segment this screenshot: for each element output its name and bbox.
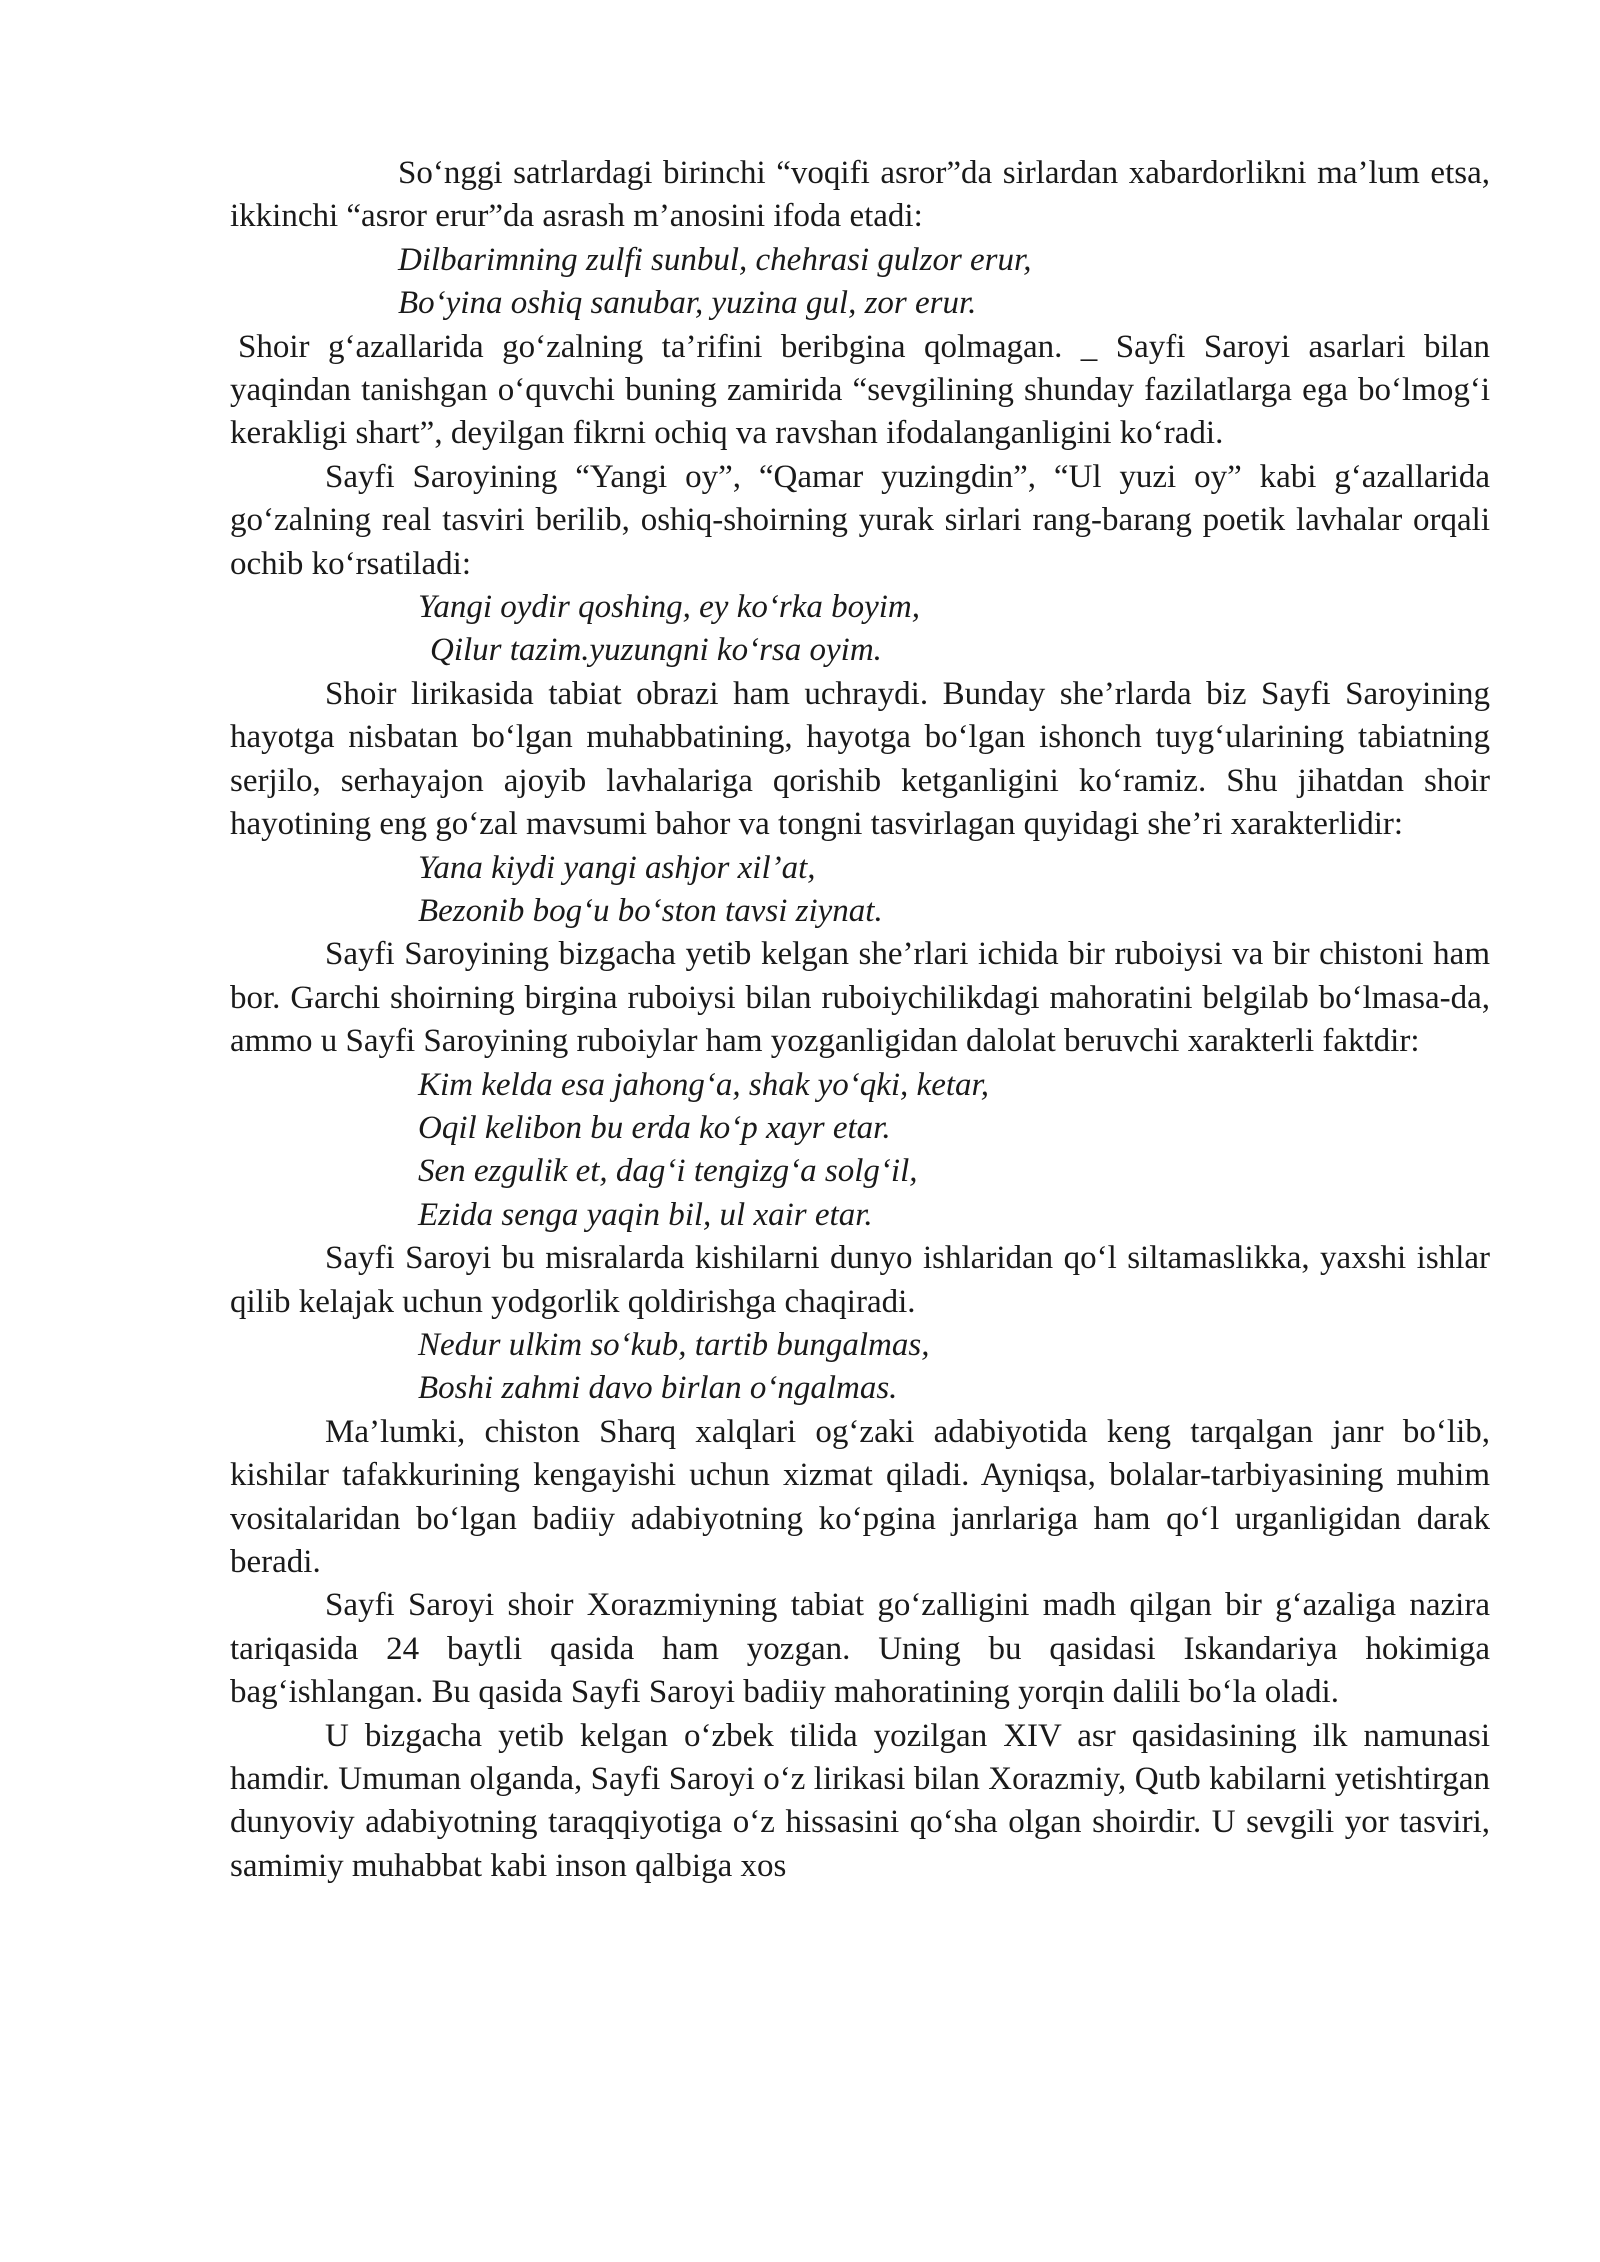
paragraph: Ma’lumki, chiston Sharq xalqlari og‘zaki adabiyotida keng tarqalgan janr bo‘lib, kishilar tafakkurining kengayishi uchun xizmat qiladi. Ayniqsa, bolalar-tarbiyasining muhim vositalaridan bo‘lgan badiiy adabiyotning ko‘pgina janrlariga ham qo‘l urganligidan darak beradi. <box>230 1413 1490 1580</box>
verse-line: Nedur ulkim so‘kub, tartib bungalmas, <box>418 1326 930 1363</box>
paragraph: Shoir lirikasida tabiat obrazi ham uchraydi. Bunday she’rlarda biz Sayfi Saroyining hayotga nisbatan bo‘lgan muhabbatining, hayotga bo‘lgan ishonch tuyg‘ularining tabiatning serjilo, serhayajon ajoyib lavhalariga qorishib ketganligini ko‘ramiz. Shu jihatdan shoir hayotining eng go‘zal mavsumi bahor va tongni tasvirlagan quyidagi she’ri xarakterlidir: <box>230 675 1490 843</box>
paragraph: So‘nggi satrlardagi birinchi “voqifi asror”da sirlardan xabardorlikni ma’lum etsa, ikkinchi “asror erur”da asrash m’anosini ifoda etadi: <box>230 155 1490 235</box>
paragraph: U bizgacha yetib kelgan o‘zbek tilida yozilgan XIV asr qasidasining ilk namunasi hamdir. Umuman olganda, Sayfi Saroyi o‘z lirikasi bilan Xorazmiy, Qutb kabilarni yetishtirgan dunyoviy adabiyotning taraqqiyotiga o‘z hissasini qo‘sha olgan shoirdir. U sevgili yor tasviri, samimiy muhabbat kabi inson qalbiga xos <box>230 1717 1490 1884</box>
verse-line: Boshi zahmi davo birlan o‘ngalmas. <box>418 1370 898 1407</box>
verse-line: Bo‘yina oshiq sanubar, yuzina gul, zor erur. <box>398 285 977 322</box>
verse-line: Yangi oydir qoshing, ey ko‘rka boyim, <box>418 589 920 626</box>
verse-line: Qilur tazim.yuzungni ko‘rsa oyim. <box>430 632 882 669</box>
verse-line: Dilbarimning zulfi sunbul, chehrasi gulzor erur, <box>398 241 1032 278</box>
verse-line: Bezonib bog‘u bo‘ston tavsi ziynat. <box>418 892 883 929</box>
paragraph: Sayfi Saroyining “Yangi oy”, “Qamar yuzingdin”, “Ul yuzi oy” kabi g‘azallarida go‘zalning real tasviri berilib, oshiq-shoirning yurak sirlari rang-barang poetik lavhalar orqali ochib ko‘rsatiladi: <box>230 458 1490 582</box>
document-page <box>230 152 1490 1888</box>
paragraph: Sayfi Saroyining bizgacha yetib kelgan she’rlari ichida bir ruboiysi va bir chistoni ham bor. Garchi shoirning birgina ruboiysi bilan ruboiychilikdagi mahoratini belgilab bo‘lmasa-da, ammo u Sayfi Saroyining ruboiylar ham yozganligidan dalolat beruvchi xarakterli faktdir: <box>230 936 1490 1060</box>
verse-line: Ezida senga yaqin bil, ul xair etar. <box>418 1196 873 1233</box>
paragraph: Sayfi Saroyi shoir Xorazmiyning tabiat go‘zalligini madh qilgan bir g‘azaliga nazira tariqasida 24 baytli qasida ham yozgan. Uning bu qasidasi Iskandariya hokimiga bag‘ishlangan. Bu qasida Sayfi Saroyi badiiy mahoratining yorqin dalili bo‘la oladi. <box>230 1587 1490 1711</box>
verse-line: Sen ezgulik et, dag‘i tengizg‘a solg‘il, <box>418 1153 918 1190</box>
verse-line: Kim kelda esa jahong‘a, shak yo‘qki, ketar, <box>418 1066 989 1103</box>
paragraph: Shoir g‘azallarida go‘zalning ta’rifini beribgina qolmagan. _ Sayfi Saroyi asarlari bilan yaqindan tanishgan o‘quvchi buning zamirida “sevgilining shunday fazilatlarga ega bo‘lmog‘i kerakligi shart”, deyilgan fikrni ochiq va ravshan ifodalanganligini ko‘radi. <box>230 328 1490 452</box>
paragraph: Sayfi Saroyi bu misralarda kishilarni dunyo ishlaridan qo‘l siltamaslikka, yaxshi ishlar qilib kelajak uchun yodgorlik qoldirishga chaqiradi. <box>230 1240 1490 1320</box>
verse-line: Yana kiydi yangi ashjor xil’at, <box>418 849 816 886</box>
verse-line: Oqil kelibon bu erda ko‘p xayr etar. <box>418 1109 891 1146</box>
